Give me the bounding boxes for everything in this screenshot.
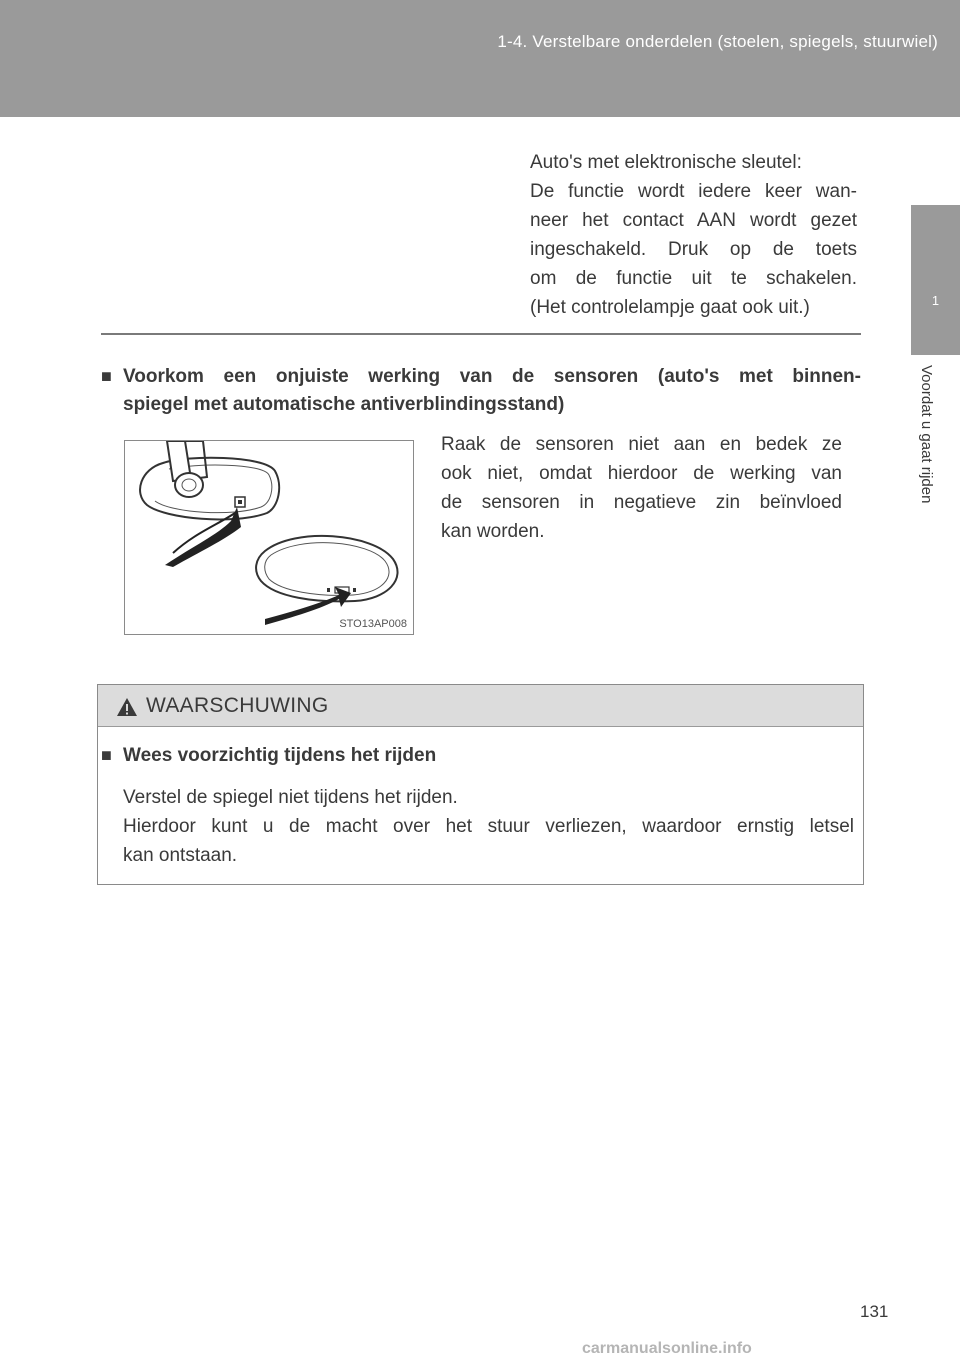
warning-body bbox=[123, 783, 854, 870]
chapter-label: Voordat u gaat rijden bbox=[918, 365, 935, 504]
mirror-sensor-illustration bbox=[124, 440, 414, 635]
warning-line3: kan ontstaan. bbox=[123, 845, 238, 866]
warning-header bbox=[98, 685, 863, 727]
sensor-line: de sensoren in negatieve zin beïnvloed bbox=[441, 492, 842, 513]
sensor-line: kan worden. bbox=[441, 521, 545, 542]
page-header bbox=[0, 0, 960, 117]
warning-box bbox=[97, 684, 864, 885]
watermark: carmanualsonline.info bbox=[582, 1340, 752, 1357]
side-tab-spacer bbox=[911, 117, 960, 205]
sensor-line: ook niet, omdat hierdoor de werking van bbox=[441, 463, 842, 484]
warning-subheading-text: Wees voorzichtig tijdens het rijden bbox=[123, 745, 437, 766]
sensor-line: Raak de sensoren niet aan en bedek ze bbox=[441, 434, 842, 455]
warning-line2: Hierdoor kunt u de macht over het stuur verliezen, waardoor ernstig letsel bbox=[123, 816, 854, 837]
upper-note-line: De functie wordt iedere keer wan- bbox=[530, 181, 857, 202]
mirror-illustration-drawing bbox=[125, 441, 413, 634]
upper-note-line: Auto's met elektronische sleutel: bbox=[530, 152, 802, 173]
section-divider bbox=[101, 333, 861, 335]
warning-bullet: ■ bbox=[101, 745, 112, 765]
upper-note-line: (Het controlelampje gaat ook uit.) bbox=[530, 297, 810, 318]
chapter-tab bbox=[911, 205, 960, 355]
page-number: 131 bbox=[860, 1302, 889, 1321]
chapter-label-box bbox=[911, 355, 960, 595]
upper-note bbox=[530, 148, 857, 322]
section-heading-line2: spiegel met automatische antiverblindingsstand) bbox=[123, 394, 565, 415]
upper-note-line: neer het contact AAN wordt gezet bbox=[530, 210, 857, 231]
section-heading bbox=[101, 362, 861, 419]
warning-subheading bbox=[101, 745, 436, 767]
warning-title: WAARSCHUWING bbox=[146, 694, 329, 717]
upper-note-line: om de functie uit te schakelen. bbox=[530, 268, 857, 289]
figure-code: STO13AP008 bbox=[339, 618, 407, 630]
chapter-number: 1 bbox=[931, 293, 940, 308]
sensor-instructions bbox=[441, 430, 842, 546]
header-title: 1-4. Verstelbare onderdelen (stoelen, spiegels, stuurwiel) bbox=[497, 32, 938, 51]
upper-note-line: ingeschakeld. Druk op de toets bbox=[530, 239, 857, 260]
section-bullet: ■ bbox=[101, 366, 112, 386]
section-heading-line1: Voorkom een onjuiste werking van de sensoren (auto's met binnen- bbox=[123, 366, 861, 387]
warning-line1: Verstel de spiegel niet tijdens het rijden. bbox=[123, 787, 458, 808]
warning-triangle-icon bbox=[116, 697, 138, 717]
